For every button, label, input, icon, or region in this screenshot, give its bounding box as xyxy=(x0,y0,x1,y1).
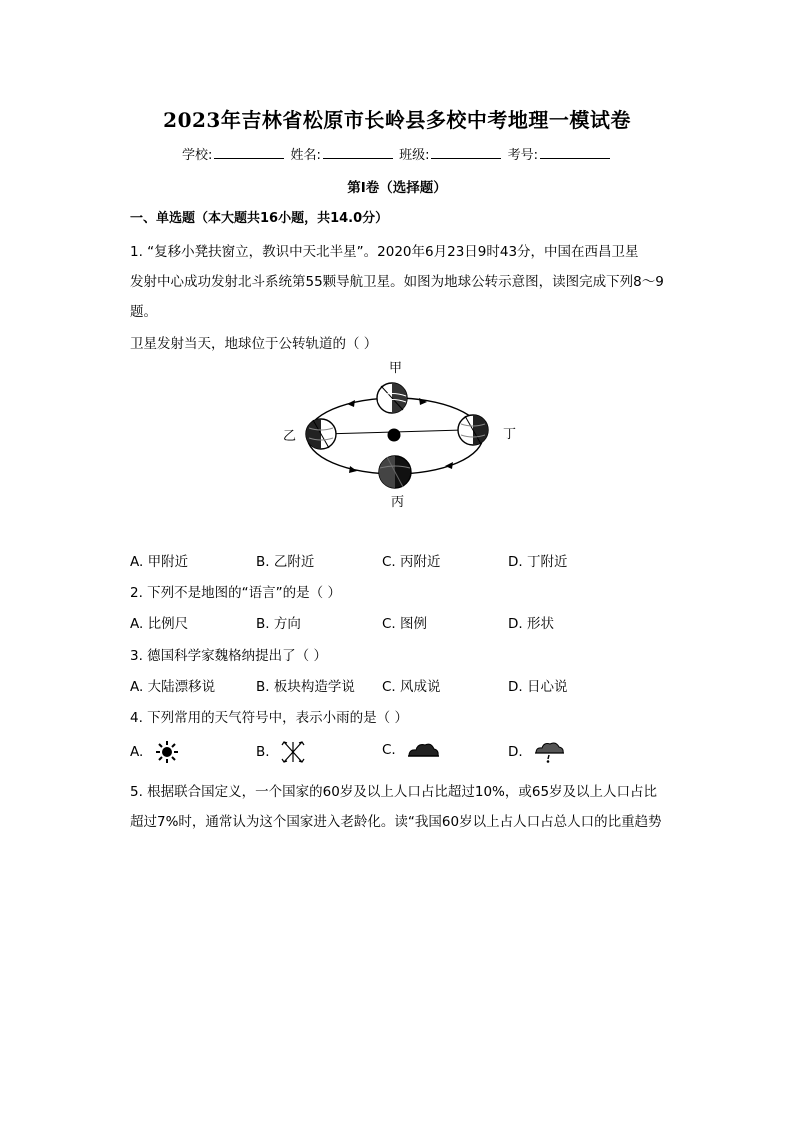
earth-jia-icon xyxy=(377,383,407,413)
overcast-icon xyxy=(406,740,440,760)
student-info-row xyxy=(0,144,794,163)
q4-option-a[interactable] xyxy=(130,740,180,764)
q4-option-d[interactable] xyxy=(508,740,565,764)
exam-title: 2023年吉林省松原市长岭县多校中考地理一模试卷 xyxy=(163,108,631,132)
label-jia: 甲 xyxy=(389,361,403,376)
q4-option-b[interactable] xyxy=(256,740,306,764)
q3-option-a[interactable]: A. 大陆漂移说 xyxy=(130,679,216,695)
q1-option-b[interactable]: B. 乙附近 xyxy=(256,554,315,570)
q1-option-a[interactable]: A. 甲附近 xyxy=(130,554,189,570)
q4-option-c-label: C. xyxy=(382,742,396,758)
q4-stem: 4. 下列常用的天气符号中，表示小雨的是（ ） xyxy=(130,710,408,726)
orbit-arrow-icon xyxy=(419,398,427,405)
q1-stem-line-2: 发射中心成功发射北斗系统第55颗导航卫星。如图为地球公转示意图，读图完成下列8～9 xyxy=(130,274,664,290)
q2-option-a[interactable]: A. 比例尺 xyxy=(130,616,189,632)
label-yi: 乙 xyxy=(283,429,297,444)
q1-sub-question: 卫星发射当天，地球位于公转轨道的（ ） xyxy=(130,336,378,352)
label-ding: 丁 xyxy=(503,427,517,442)
label-bing: 丙 xyxy=(391,495,405,510)
earth-ding-icon xyxy=(458,415,488,445)
name-blank[interactable] xyxy=(323,146,393,159)
q2-stem: 2. 下列不是地图的“语言”的是（ ） xyxy=(130,585,341,601)
earth-yi-icon xyxy=(306,419,336,449)
sun-icon xyxy=(388,429,401,442)
school-label: 学校: xyxy=(182,148,213,163)
snow-icon xyxy=(280,740,306,764)
q4-option-b-label: B. xyxy=(256,744,270,760)
q4-option-a-label: A. xyxy=(130,744,144,760)
class-blank[interactable] xyxy=(431,146,501,159)
name-label: 姓名: xyxy=(290,148,321,163)
q2-option-b[interactable]: B. 方向 xyxy=(256,616,301,632)
q1-options xyxy=(130,550,650,570)
light-rain-icon xyxy=(533,740,565,764)
q2-options xyxy=(130,612,650,632)
q3-option-c[interactable]: C. 风成说 xyxy=(382,679,441,695)
q3-stem: 3. 德国科学家魏格纳提出了（ ） xyxy=(130,648,327,664)
q4-option-c[interactable] xyxy=(382,740,440,760)
q1-stem-line-3: 题。 xyxy=(130,304,157,320)
q2-option-c[interactable]: C. 图例 xyxy=(382,616,428,632)
orbit-arrow-icon xyxy=(445,462,453,469)
exam-no-label: 考号: xyxy=(507,148,538,163)
q4-option-d-label: D. xyxy=(508,744,523,760)
earth-revolution-diagram xyxy=(277,358,523,518)
q1-stem-line-1: 1. “复移小凳扶窗立，教识中天北半星”。2020年6月23日9时43分，中国在西昌卫星 xyxy=(130,244,639,260)
sun-icon xyxy=(154,740,180,764)
q3-option-d[interactable]: D. 日心说 xyxy=(508,679,568,695)
part-heading: 第I卷（选择题） xyxy=(347,180,447,196)
q3-options xyxy=(130,675,650,695)
exam-no-blank[interactable] xyxy=(540,146,610,159)
q5-stem-line-1: 5. 根据联合国定义，一个国家的60岁及以上人口占比超过10%，或65岁及以上人口占比 xyxy=(130,784,658,800)
school-blank[interactable] xyxy=(214,146,284,159)
q2-option-d[interactable]: D. 形状 xyxy=(508,616,554,632)
q1-option-c[interactable]: C. 丙附近 xyxy=(382,554,441,570)
q3-option-b[interactable]: B. 板块构造学说 xyxy=(256,679,355,695)
q4-options xyxy=(130,740,650,766)
q5-stem-line-2: 超过7%时，通常认为这个国家进入老龄化。读“我国60岁以上占人口占总人口的比重趋势 xyxy=(130,814,662,830)
earth-bing-icon xyxy=(379,456,411,488)
q1-option-d[interactable]: D. 丁附近 xyxy=(508,554,568,570)
orbit-arrow-icon xyxy=(347,400,355,407)
class-label: 班级: xyxy=(399,148,430,163)
section-heading: 一、单选题（本大题共16小题，共14.0分） xyxy=(130,211,389,226)
